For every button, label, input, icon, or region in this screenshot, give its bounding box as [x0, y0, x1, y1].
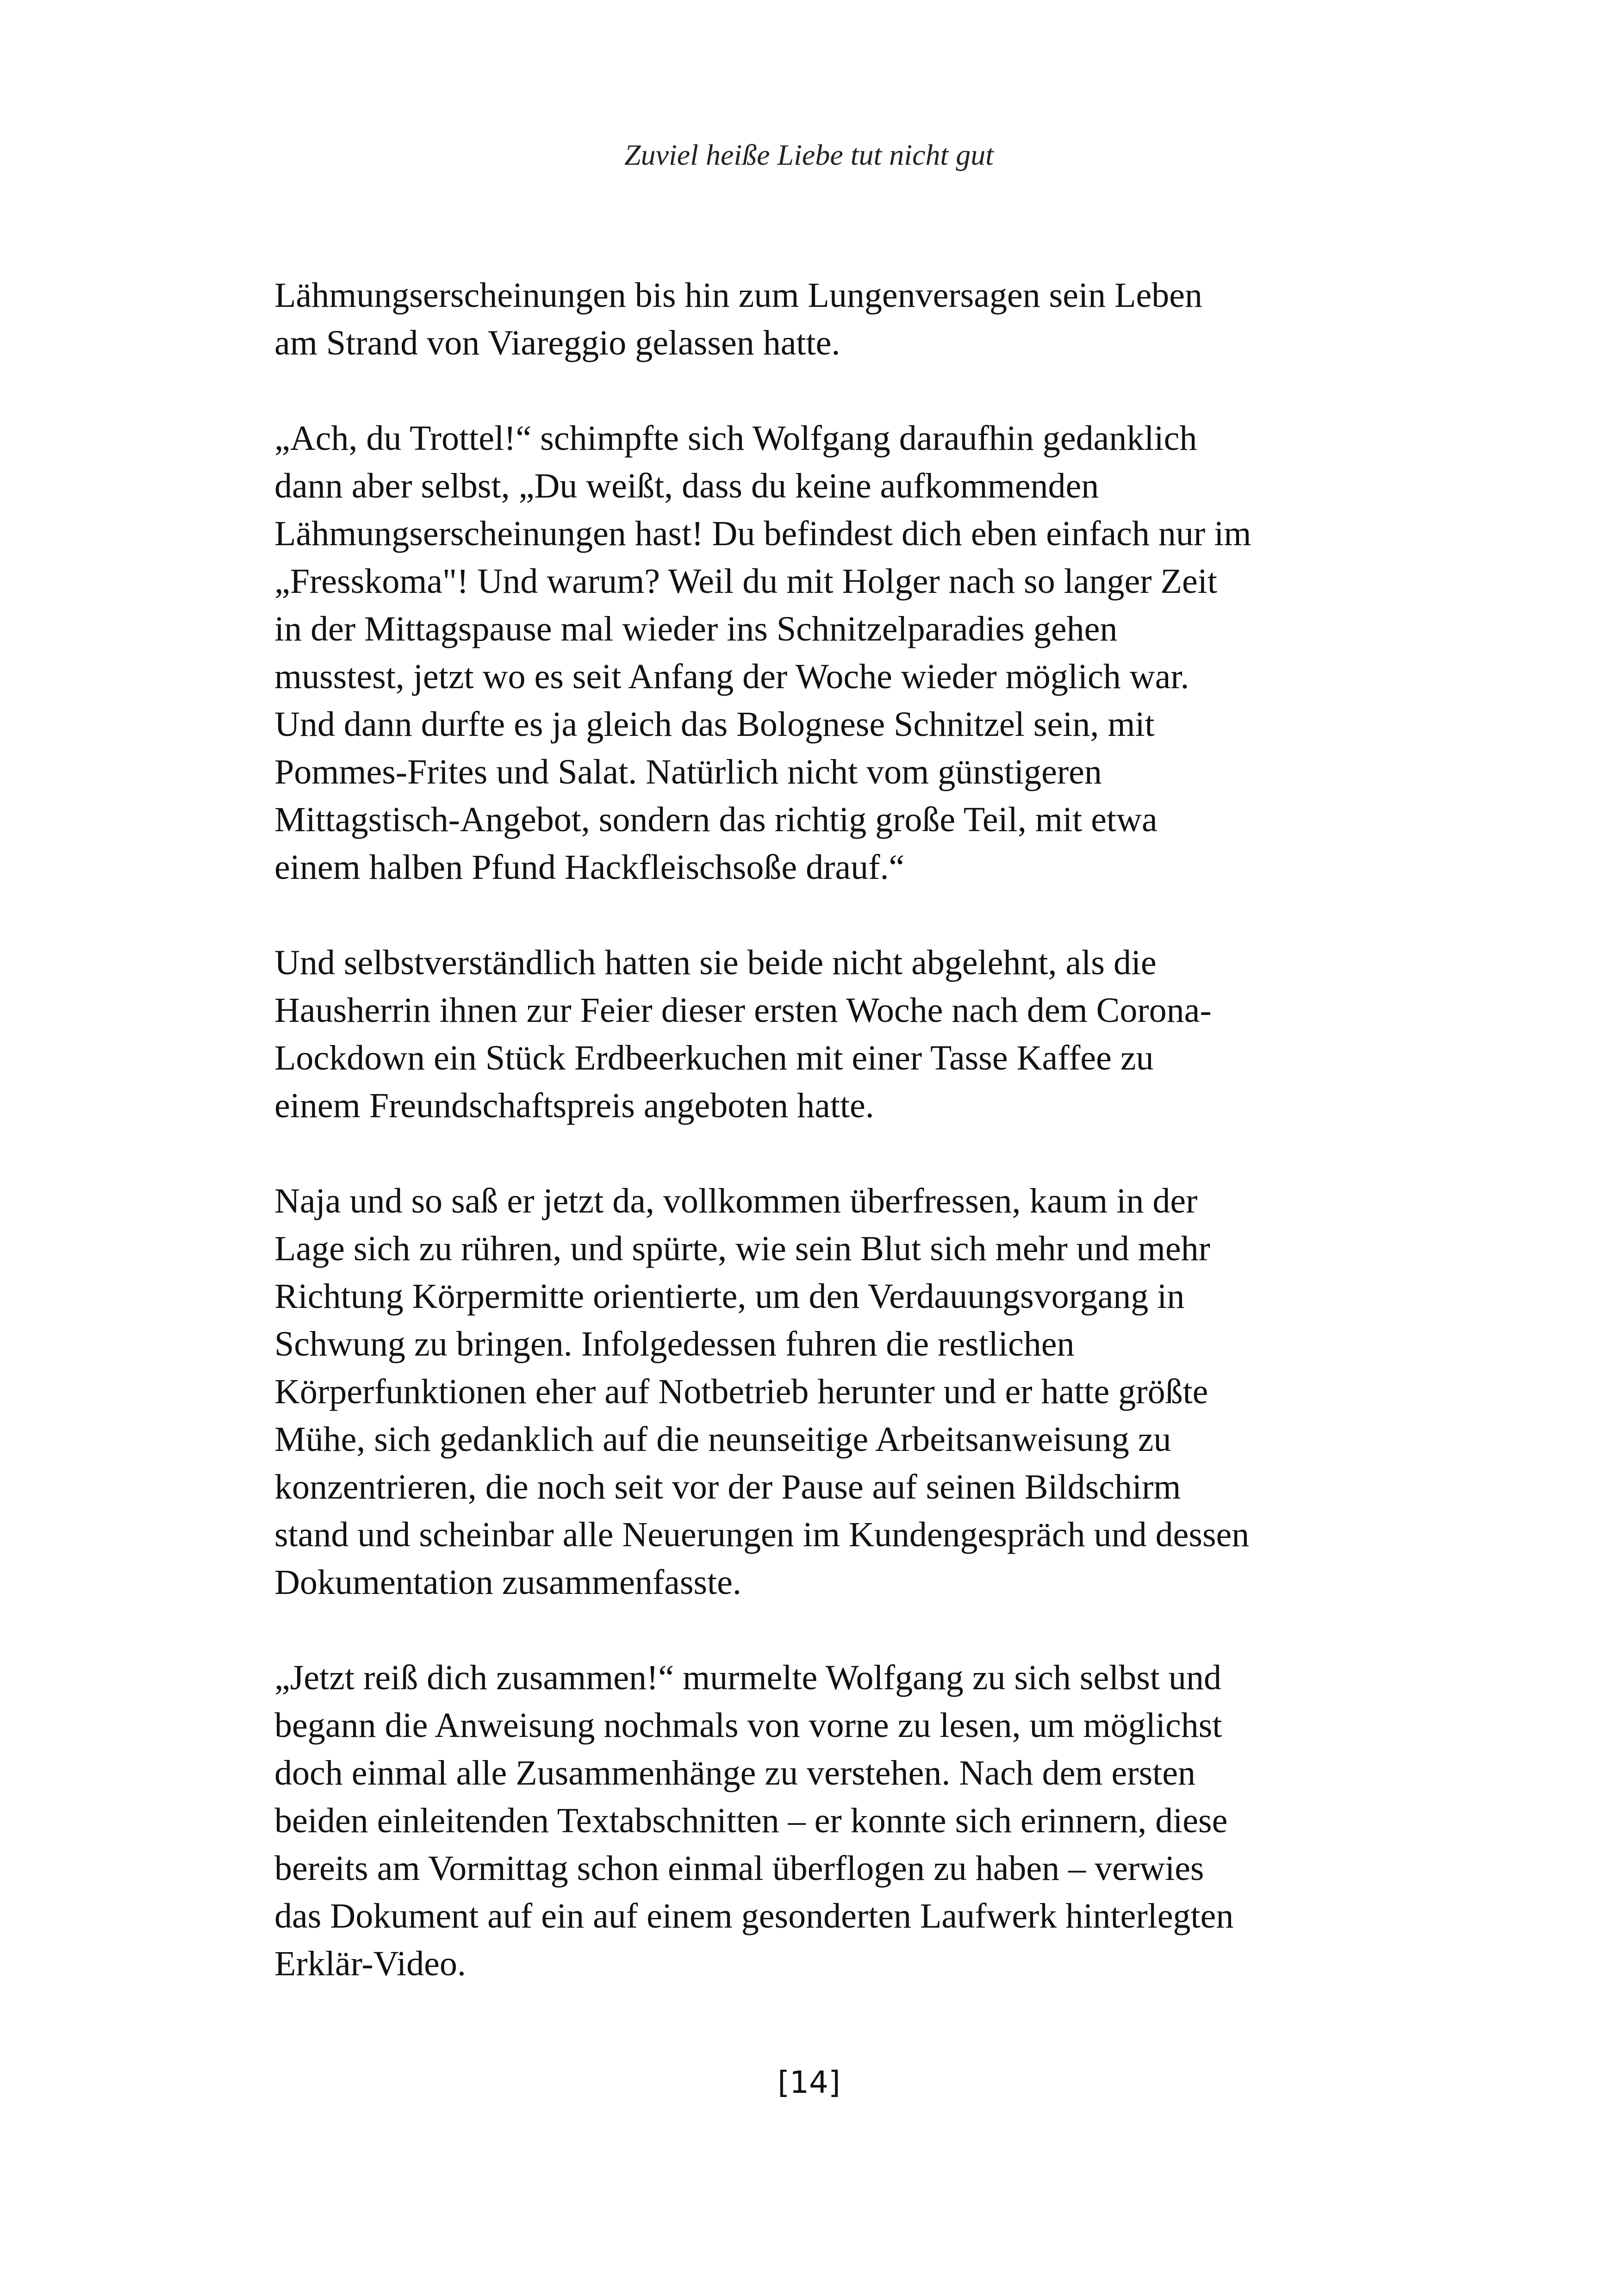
text-line: bereits am Vormittag schon einmal überflogen zu haben – verwies [274, 1849, 1204, 1888]
text-line: Schwung zu bringen. Infolgedessen fuhren die restlichen [274, 1325, 1075, 1363]
paragraph-2 [274, 415, 1357, 891]
text-line: Mittagstisch-Angebot, sondern das richtig große Teil, mit etwa [274, 800, 1157, 839]
text-line: Lage sich zu rühren, und spürte, wie sein Blut sich mehr und mehr [274, 1229, 1210, 1268]
text-line: Pommes-Frites und Salat. Natürlich nicht vom günstigeren [274, 753, 1102, 791]
text-line: „Fresskoma"! Und warum? Weil du mit Holger nach so langer Zeit [274, 562, 1217, 601]
text-line: am Strand von Viareggio gelassen hatte. [274, 324, 840, 362]
text-line: begann die Anweisung nochmals von vorne zu lesen, um möglichst [274, 1706, 1222, 1745]
text-line: Mühe, sich gedanklich auf die neunseitige Arbeitsanweisung zu [274, 1420, 1171, 1459]
text-line: Und selbstverständlich hatten sie beide nicht abgelehnt, als die [274, 943, 1157, 982]
text-line: Körperfunktionen eher auf Notbetrieb herunter und er hatte größte [274, 1372, 1208, 1411]
text-line: stand und scheinbar alle Neuerungen im Kundengespräch und dessen [274, 1515, 1250, 1554]
text-line: das Dokument auf ein auf einem gesonderten Laufwerk hinterlegten [274, 1897, 1234, 1935]
text-line: Naja und so saß er jetzt da, vollkommen überfressen, kaum in der [274, 1182, 1198, 1220]
text-line: Und dann durfte es ja gleich das Bolognese Schnitzel sein, mit [274, 705, 1155, 744]
text-line: Lockdown ein Stück Erdbeerkuchen mit einer Tasse Kaffee zu [274, 1039, 1154, 1077]
text-line: „Jetzt reiß dich zusammen!“ murmelte Wolfgang zu sich selbst und [274, 1658, 1221, 1697]
text-line: Hausherrin ihnen zur Feier dieser ersten Woche nach dem Corona- [274, 991, 1212, 1030]
text-line: einem halben Pfund Hackfleischsoße drauf.“ [274, 848, 905, 887]
text-line: in der Mittagspause mal wieder ins Schnitzelparadies gehen [274, 610, 1118, 648]
text-line: Richtung Körpermitte orientierte, um den Verdauungsvorgang in [274, 1277, 1185, 1316]
paragraph-4 [274, 1177, 1357, 1606]
text-line: dann aber selbst, „Du weißt, dass du keine aufkommenden [274, 467, 1099, 505]
text-line: Erklär-Video. [274, 1944, 466, 1983]
running-header: Zuviel heiße Liebe tut nicht gut [624, 138, 994, 171]
page-number: [14] [778, 2065, 840, 2100]
paragraph-1 [274, 272, 1357, 367]
text-line: doch einmal alle Zusammenhänge zu verstehen. Nach dem ersten [274, 1754, 1195, 1792]
text-line: Lähmungserscheinungen hast! Du befindest dich eben einfach nur im [274, 514, 1251, 553]
text-line: „Ach, du Trottel!“ schimpfte sich Wolfgang daraufhin gedanklich [274, 419, 1197, 458]
text-line: beiden einleitenden Textabschnitten – er konnte sich erinnern, diese [274, 1801, 1228, 1840]
paragraph-3 [274, 939, 1357, 1130]
paragraph-5 [274, 1654, 1357, 1988]
text-line: einem Freundschaftspreis angeboten hatte. [274, 1086, 874, 1125]
text-line: musstest, jetzt wo es seit Anfang der Woche wieder möglich war. [274, 657, 1189, 696]
text-line: Lähmungserscheinungen bis hin zum Lungenversagen sein Leben [274, 276, 1202, 315]
body-text [274, 272, 1357, 1988]
text-line: Dokumentation zusammenfasste. [274, 1563, 741, 1602]
text-line: konzentrieren, die noch seit vor der Pause auf seinen Bildschirm [274, 1468, 1181, 1506]
